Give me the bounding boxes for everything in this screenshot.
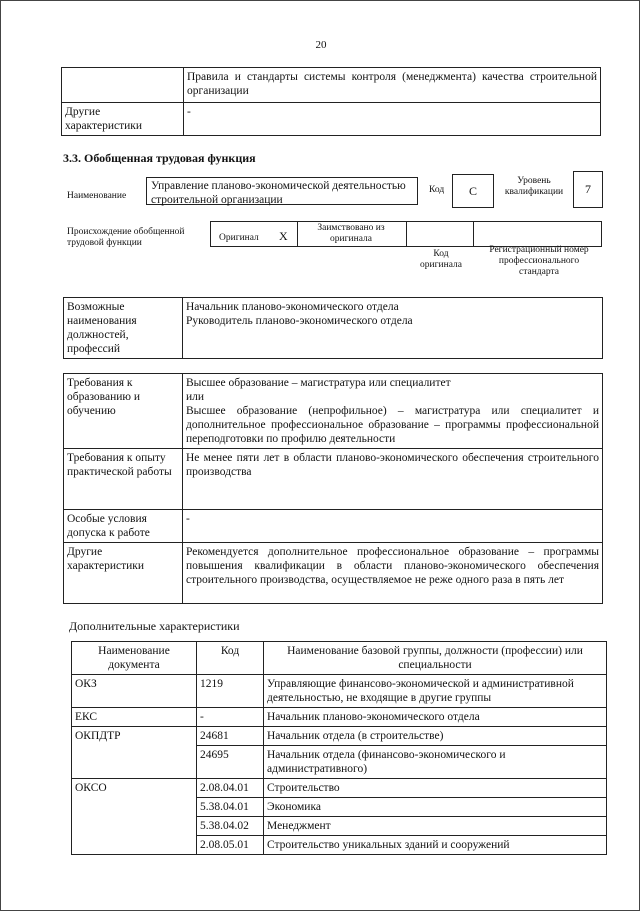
req-label: Другие характеристики [64,543,183,604]
positions-values [183,298,603,359]
table-row: 5.38.04.02 Менеджмент [72,817,607,836]
table-row: ОКСО 2.08.04.01 Строительство [72,779,607,798]
section-title: 3.3. Обобщенная трудовая функция [63,151,256,165]
top-table [61,67,601,136]
page-number: 20 [315,39,327,51]
table-row: ОКПДТР 24681 Начальник отдела (в строительстве) [72,727,607,746]
reg-number-caption: Регистрационный номер профессионального стандарта [489,245,589,277]
table-row: ЕКС - Начальник планово-экономического отдела [72,708,607,727]
top-table-row2-label: Другие характеристики [62,103,184,136]
name-value: Управление планово-экономической деятельностью строительной организации [146,177,418,205]
col-header-name: Наименование базовой группы, должности (профессии) или специальности [264,642,607,675]
code-original-caption: Код оригинала [420,249,462,270]
original-mark: X [279,229,288,243]
req-value: Рекомендуется дополнительное профессиональное образование – программы повышения квалификации в области планово-экономического обеспечения строительного производства, осуществляемое не реже одного раза в пять лет [183,543,603,604]
req-value: Не менее пяти лет в области планово-экономического обеспечения строительного производства [183,449,603,510]
code-value: С [452,174,494,208]
original-label: Оригинал [219,233,259,243]
position-item: Начальник планово-экономического отдела [186,301,399,313]
col-header-code: Код [197,642,264,675]
requirements-table [63,373,603,604]
borrowed-label: Заимствовано из оригинала [317,223,385,244]
col-header-doc: Наименование документа [72,642,197,675]
req-label: Требования к образованию и обучению [64,374,183,449]
req-label: Особые условия допуска к работе [64,510,183,543]
level-label: Уровень квалификации [504,176,564,197]
table-row: 5.38.04.01 Экономика [72,798,607,817]
table-row: 24695 Начальник отдела (финансово-экономического и административного) [72,746,607,779]
positions-table [63,297,603,359]
req-label: Требования к опыту практической работы [64,449,183,510]
top-table-row1-text: Правила и стандарты системы контроля (менеджмента) качества строительной организации [184,68,601,103]
level-value: 7 [573,171,603,208]
req-value: Высшее образование – магистратура или специалитет или Высшее образование (непрофильное) – магистратура или специалитет и дополнительное профессиональное образование – программы профессиональной переподготовки по профилю деятельности [183,374,603,449]
origin-label: Происхождение обобщенной трудовой функции [67,227,185,248]
position-item: Руководитель планово-экономического отдела [186,315,413,327]
top-table-row2-value: - [184,103,601,136]
name-label: Наименование [67,191,127,201]
code-label: Код [429,185,445,195]
table-row: 2.08.05.01 Строительство уникальных зданий и сооружений [72,836,607,855]
additional-title: Дополнительные характеристики [69,619,240,633]
table-row: ОКЗ 1219 Управляющие финансово-экономической и административной деятельностью, не входящие в другие группы [72,675,607,708]
positions-label: Возможные наименования должностей, профессий [64,298,183,359]
additional-table [71,641,607,855]
req-value: - [183,510,603,543]
